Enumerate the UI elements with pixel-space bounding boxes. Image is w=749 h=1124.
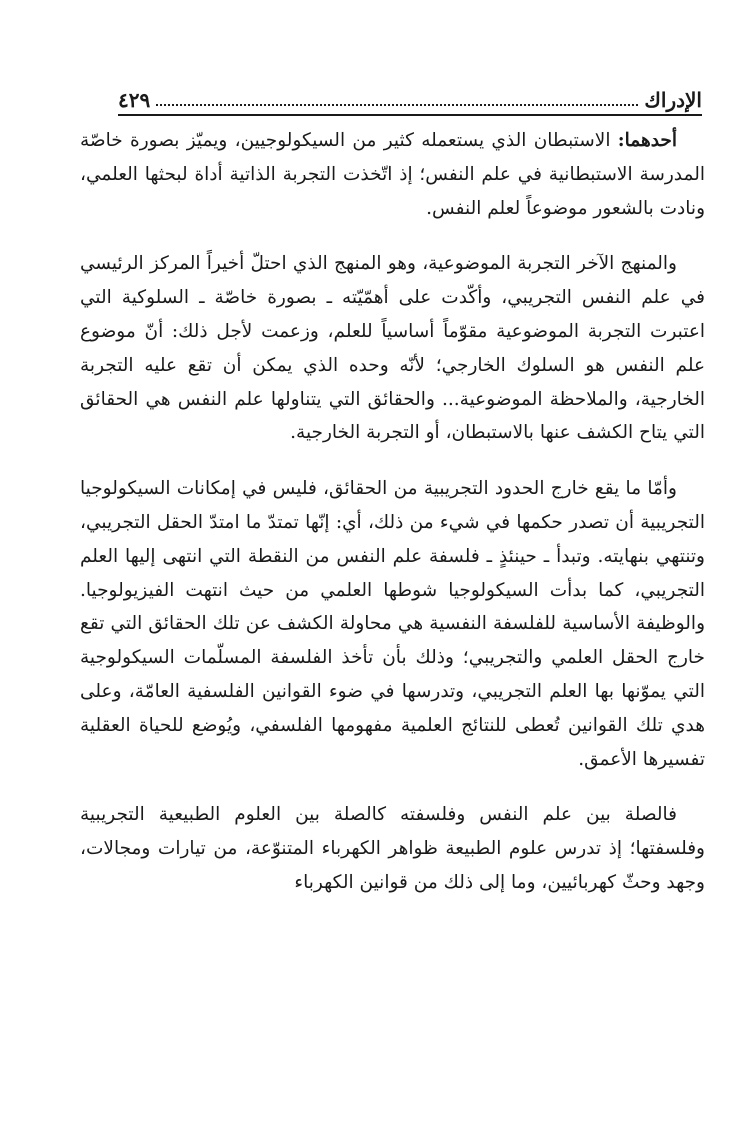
paragraph-4: فالصلة بين علم النفس وفلسفته كالصلة بين العلوم الطبيعية التجريبية وفلسفتها؛ إذ تدرس علوم الطبيعة ظواهر الكهرباء المتنوّعة، من تيارات ومجالات، وجهد وحثّ كهربائيين، وما إلى ذلك من قوانين الكهرباء [80,804,705,893]
paragraph-1-text: الاستبطان الذي يستعمله كثير من السيكولوجيين، ويميّز بصورة خاصّة المدرسة الاستبطانية في علم النفس؛ إذ اتّخذت التجربة الذاتية أداة لبحثها العلمي، ونادت بالشعور موضوعاً لعلم النفس. [80,130,705,219]
page-body [80,124,705,922]
running-header [118,76,702,112]
paragraph-1 [80,124,705,225]
page-number: ٤٢٩ [118,88,151,112]
header-rule [118,114,702,116]
paragraph-2: والمنهج الآخر التجربة الموضوعية، وهو المنهج الذي احتلّ أخيراً المركز الرئيسي في علم النفس التجريبي، وأكّدت على أهمّيّته ـ بصورة خاصّة ـ السلوكية التي اعتبرت التجربة الموضوعية مقوّماً أساسياً للعلم، وزعمت لأجل ذلك: أنّ موضوع علم النفس هو السلوك الخارجي؛ لأنّه وحده الذي يمكن أن تقع عليه التجربة الخارجية، والملاحظة الموضوعية... والحقائق التي يتناولها علم النفس هي الحقائق التي يتاح الكشف عنها بالاستبطان، أو التجربة الخارجية. [80,253,705,444]
dot-leader [156,104,638,106]
paragraph-3: وأمّا ما يقع خارج الحدود التجريبية من الحقائق، فليس في إمكانات السيكولوجيا التجريبية أن تصدر حكمها في شيء من ذلك، أي: إنّها تمتدّ ما امتدّ الحقل التجريبي، وتنتهي بنهايته. وتبدأ ـ حينئذٍ ـ فلسفة علم النفس من النقطة التي انتهى إليها العلم التجريبي، كما بدأت السيكولوجيا شوطها العلمي من حيث انتهت الفيزيولوجيا. والوظيفة الأساسية للفلسفة النفسية هي محاولة الكشف عن تلك الحقائق التي تقع خارج الحقل العلمي والتجريبي؛ وذلك بأن تأخذ الفلسفة المسلّمات السيكولوجية التي يموّنها بها العلم التجريبي، وتدرسها في ضوء القوانين الفلسفية العامّة، وعلى هدي تلك القوانين تُعطى للنتائج العلمية مفهومها الفلسفي، ويُوضع للحياة العقلية تفسيرها الأعمق. [80,478,705,770]
paragraph-lead-term: أحدهما: [617,130,677,151]
chapter-title: الإدراك [644,88,702,112]
